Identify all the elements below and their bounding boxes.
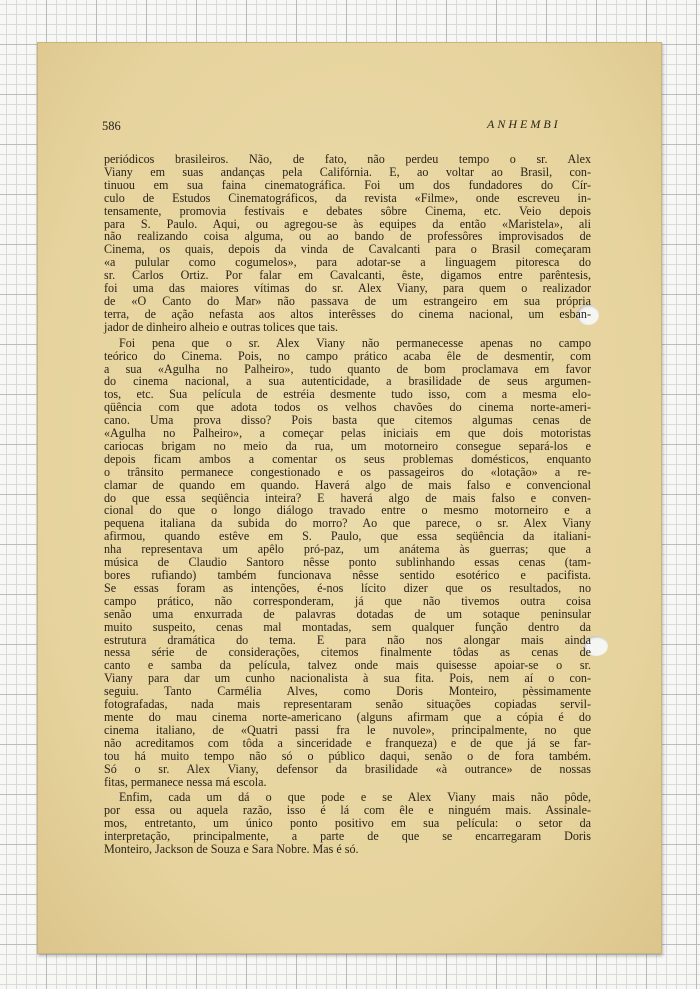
text-line: periódicos brasileiros. Não, de fato, não perdeu tempo o sr. Alex (104, 152, 591, 166)
text-line: por essa ou aquela razão, isso é lá com êle e ninguém mais. Assinale- (104, 803, 591, 818)
text-line: tinuou em sua faina cinematográfica. Foi um dos fundadores do Cír- (104, 177, 591, 192)
text-line: fotografadas, nada mais representaram senão situações copiadas servil- (104, 697, 591, 712)
text-line: sr. Carlos Ortiz. Por falar em Cavalcanti, êste, digamos entre parêntesis, (104, 268, 591, 283)
text-line: qüência com que adota todos os velhos chavões do cinema norte-ameri- (104, 400, 591, 415)
text-line: «Agulha no Palheiro», a começar pelas iniciais em que dois motoristas (104, 426, 591, 441)
text-line: pequena italiana da subida do morro? Ao que parece, o sr. Alex Viany (104, 516, 591, 531)
running-head: ANHEMBI (487, 117, 561, 131)
text-line: para S. Paulo. Aqui, ou agregou-se às equipes da então «Maristela», ali (104, 216, 591, 231)
text-line: bores rufiando) também funcionava nêsse sentido esotérico e pacifista. (104, 568, 591, 582)
text-line: foi uma das maiores vítimas do sr. Alex Viany, para quem o realizador (104, 281, 591, 296)
text-line: do que essa seqüência inteira? E haverá algo de mais falso e conven- (104, 490, 591, 505)
text-line: depois ficam ambos a comentar os seus problemas domésticos, enquanto (104, 451, 591, 466)
text-line: não acreditamos com tôda a sinceridade e franqueza) e de que já se far- (104, 735, 591, 750)
text-line: tensamente, promovia festivais e debates sôbre Cinema, etc. Veio depois (104, 203, 591, 218)
text-line: estrutura dramática do tema. E para não nos alongar mais ainda (104, 632, 591, 647)
text-line: cinema italiano, de «Quatri passi fra le nuvole», principalmente, no que (104, 722, 591, 737)
article-body (104, 153, 591, 856)
text-line: mos, entretanto, um único ponto positivo em sua película: o setor da (104, 816, 591, 831)
text-line: a sua «Agulha no Palheiro», tudo quanto de bom proclamava em favor (104, 361, 591, 376)
text-line: Viany para dar um cunho nacionalista à sua fita. Pois, nem aí o con- (104, 671, 591, 686)
text-line: nessa série de considerações, citemos finalmente tôdas as cenas de (104, 645, 591, 660)
text-line: clamar de quando em quando. Haverá algo de mais falso e convencional (104, 477, 591, 492)
text-line: muito suspeito, cenas mal montadas, sem qualquer função dentro da (104, 619, 591, 634)
paragraph (104, 153, 591, 334)
text-line: do cinema nacional, a sua autenticidade, a brasilidade de seus argumen- (104, 374, 591, 389)
text-line: cariocas brigam no meio da rua, um motorneiro consegue separá-los e (104, 438, 591, 453)
text-line: mente do mau cinema norte-americano (alguns afirmam que a cópia é do (104, 709, 591, 724)
text-line: afirmou, quando estêve em S. Paulo, que essa seqüência da italiani- (104, 529, 591, 544)
text-line: Foi pena que o sr. Alex Viany não permanecesse apenas no campo (119, 335, 591, 350)
text-line: Monteiro, Jackson de Souza e Sara Nobre. Mas é só. (104, 842, 359, 857)
paragraph (104, 337, 591, 789)
text-line: culo de Estudos Cinematográficos, da revista «Filme», onde escreveu in- (104, 190, 591, 205)
text-line: senão uma enxurrada de palavras dotadas de um sotaque peninsular (104, 606, 591, 621)
paragraph (104, 791, 591, 856)
text-line: Só o sr. Alex Viany, defensor da brasilidade «à outrance» de nossas (104, 761, 591, 776)
text-line: de «O Canto do Mar» não passava de um estrangeiro em sua própria (104, 293, 591, 308)
text-line: não realizando coisa alguma, ou ao bando de professôres improvisados de (104, 229, 591, 244)
text-line: terra, de ação nefasta aos altos interêsses do cinema nacional, um esban- (104, 306, 591, 321)
text-line: cano. Uma prova disso? Pois basta que citemos algumas cenas de (104, 413, 591, 428)
text-line: seguiu. Tanto Carmélia Alves, como Doris Monteiro, pèssimamente (104, 684, 591, 699)
text-line: campo prático, não corresponderam, já que não tivemos outra coisa (104, 593, 591, 608)
text-line: interpretação, principalmente, a parte de que se encarregaram Doris (104, 829, 591, 844)
text-line: teórico do Cinema. Pois, no campo prático acaba êle de desmentir, com (104, 348, 591, 363)
text-line: fitas, permanece nessa má escola. (104, 774, 267, 789)
text-line: tou há muito tempo não só o público daqui, senão o de fora também. (104, 748, 591, 763)
text-line: canto e samba da película, talvez onde mais quisesse apoiar-se o sr. (104, 658, 591, 673)
text-line: cional do que o longo diálogo travado entre o mesmo motorneiro e a (104, 503, 591, 518)
text-line: o trânsito permanece congestionado e os passageiros do «lotação» a re- (104, 464, 591, 479)
text-line: Se essas foram as intenções, é-nos lícito dizer que os resultados, no (104, 580, 591, 595)
text-line: música de Claudio Santoro nêsse ponto sublinhando essas cenas (tam- (104, 555, 591, 570)
text-line: nha representava um apêlo pró-paz, um anátema às guerras; que a (104, 542, 591, 557)
text-line: Viany em suas andanças pela Califórnia. E, ao voltar ao Brasil, con- (104, 164, 591, 179)
text-line: Cinema, os quais, depois da vinda de Cavalcanti para o Brasil começaram (104, 242, 591, 257)
text-line: tos, etc. Sua película de estréia desmente tudo isso, com a mesma elo- (104, 387, 591, 402)
text-line: Enfim, cada um dá o que pode e se Alex Viany mais não pôde, (119, 790, 591, 805)
text-line: «a pulular como cogumelos», para adotar-se a linguagem pitoresca do (104, 255, 591, 270)
page-number: 586 (102, 119, 121, 133)
text-line: jador de dinheiro alheio e outras tolices que tais. (104, 319, 339, 334)
